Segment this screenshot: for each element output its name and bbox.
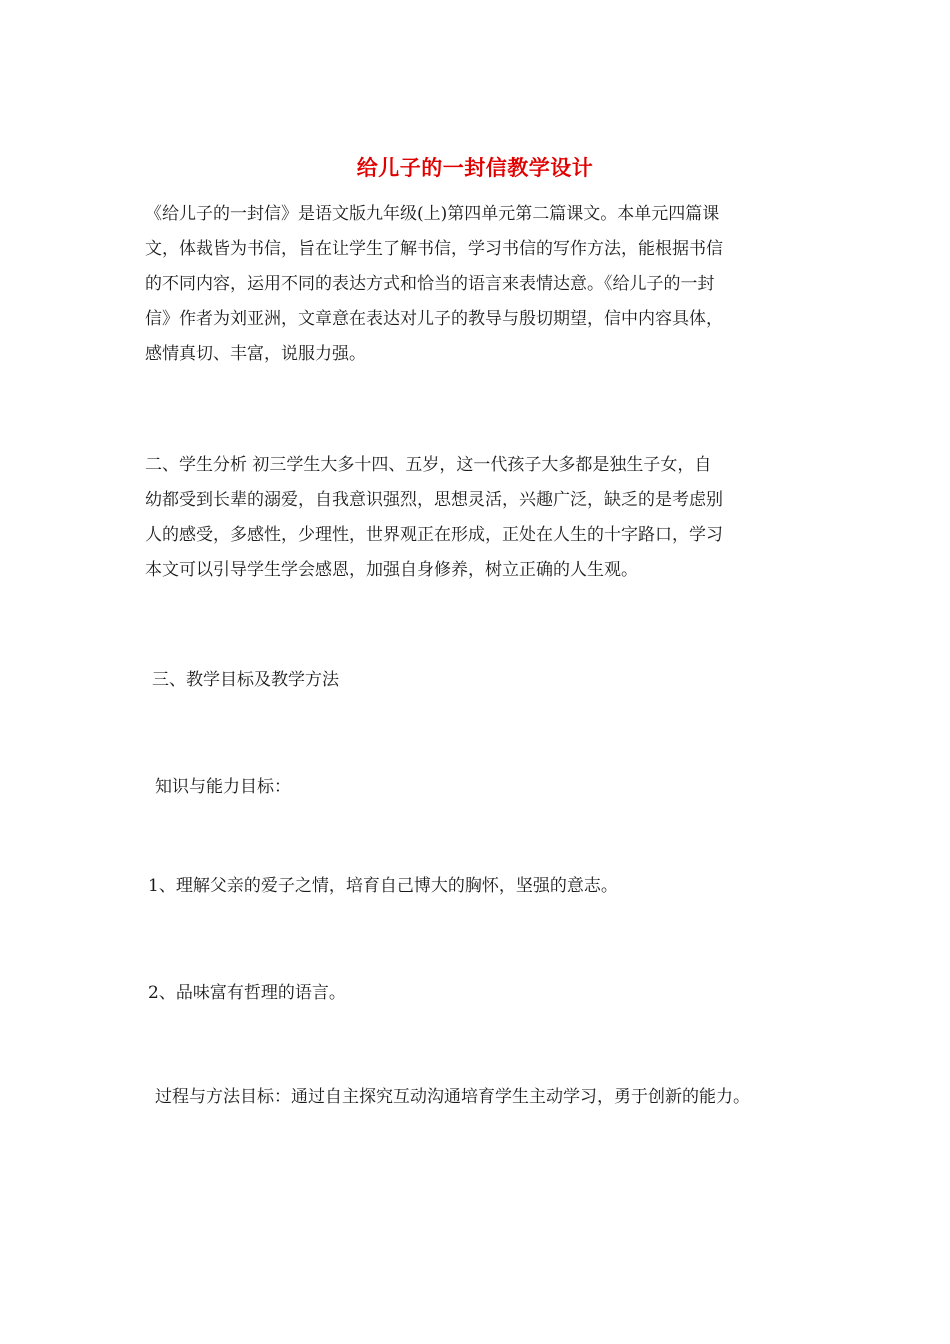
student-analysis-line: 本文可以引导学生学会感恩，加强自身修养，树立正确的人生观。 [145,560,638,580]
student-analysis-line: 幼都受到长辈的溺爱，自我意识强烈，思想灵活，兴趣广泛，缺乏的是考虑别 [145,490,723,510]
student-analysis-line: 二、学生分析 初三学生大多十四、五岁，这一代孩子大多都是独生子女，自 [145,455,712,475]
knowledge-goal-heading: 知识与能力目标： [155,777,291,797]
intro-line: 文，体裁皆为书信，旨在让学生了解书信，学习书信的写作方法，能根据书信 [145,239,723,259]
process-method-goal: 过程与方法目标：通过自主探究互动沟通培育学生主动学习，勇于创新的能力。 [155,1087,750,1107]
student-analysis-line: 人的感受，多感性，少理性，世界观正在形成，正处在人生的十字路口，学习 [145,525,723,545]
goal-item-1: 1、理解父亲的爱子之情，培育自己博大的胸怀，坚强的意志。 [148,876,618,896]
intro-line: 信》作者为刘亚洲，文章意在表达对儿子的教导与殷切期望，信中内容具体， [145,309,723,329]
intro-line: 感情真切、丰富，说服力强。 [145,344,366,364]
section-3-heading: 三、教学目标及教学方法 [152,670,339,690]
intro-line: 《给儿子的一封信》是语文版九年级(上)第四单元第二篇课文。本单元四篇课 [145,204,720,224]
intro-line: 的不同内容，运用不同的表达方式和恰当的语言来表情达意。《给儿子的一封 [145,274,715,294]
student-analysis-paragraph [145,448,805,588]
intro-paragraph [145,197,805,372]
document-title: 给儿子的一封信教学设计 [356,155,594,180]
goal-item-2: 2、品味富有哲理的语言。 [148,983,346,1003]
